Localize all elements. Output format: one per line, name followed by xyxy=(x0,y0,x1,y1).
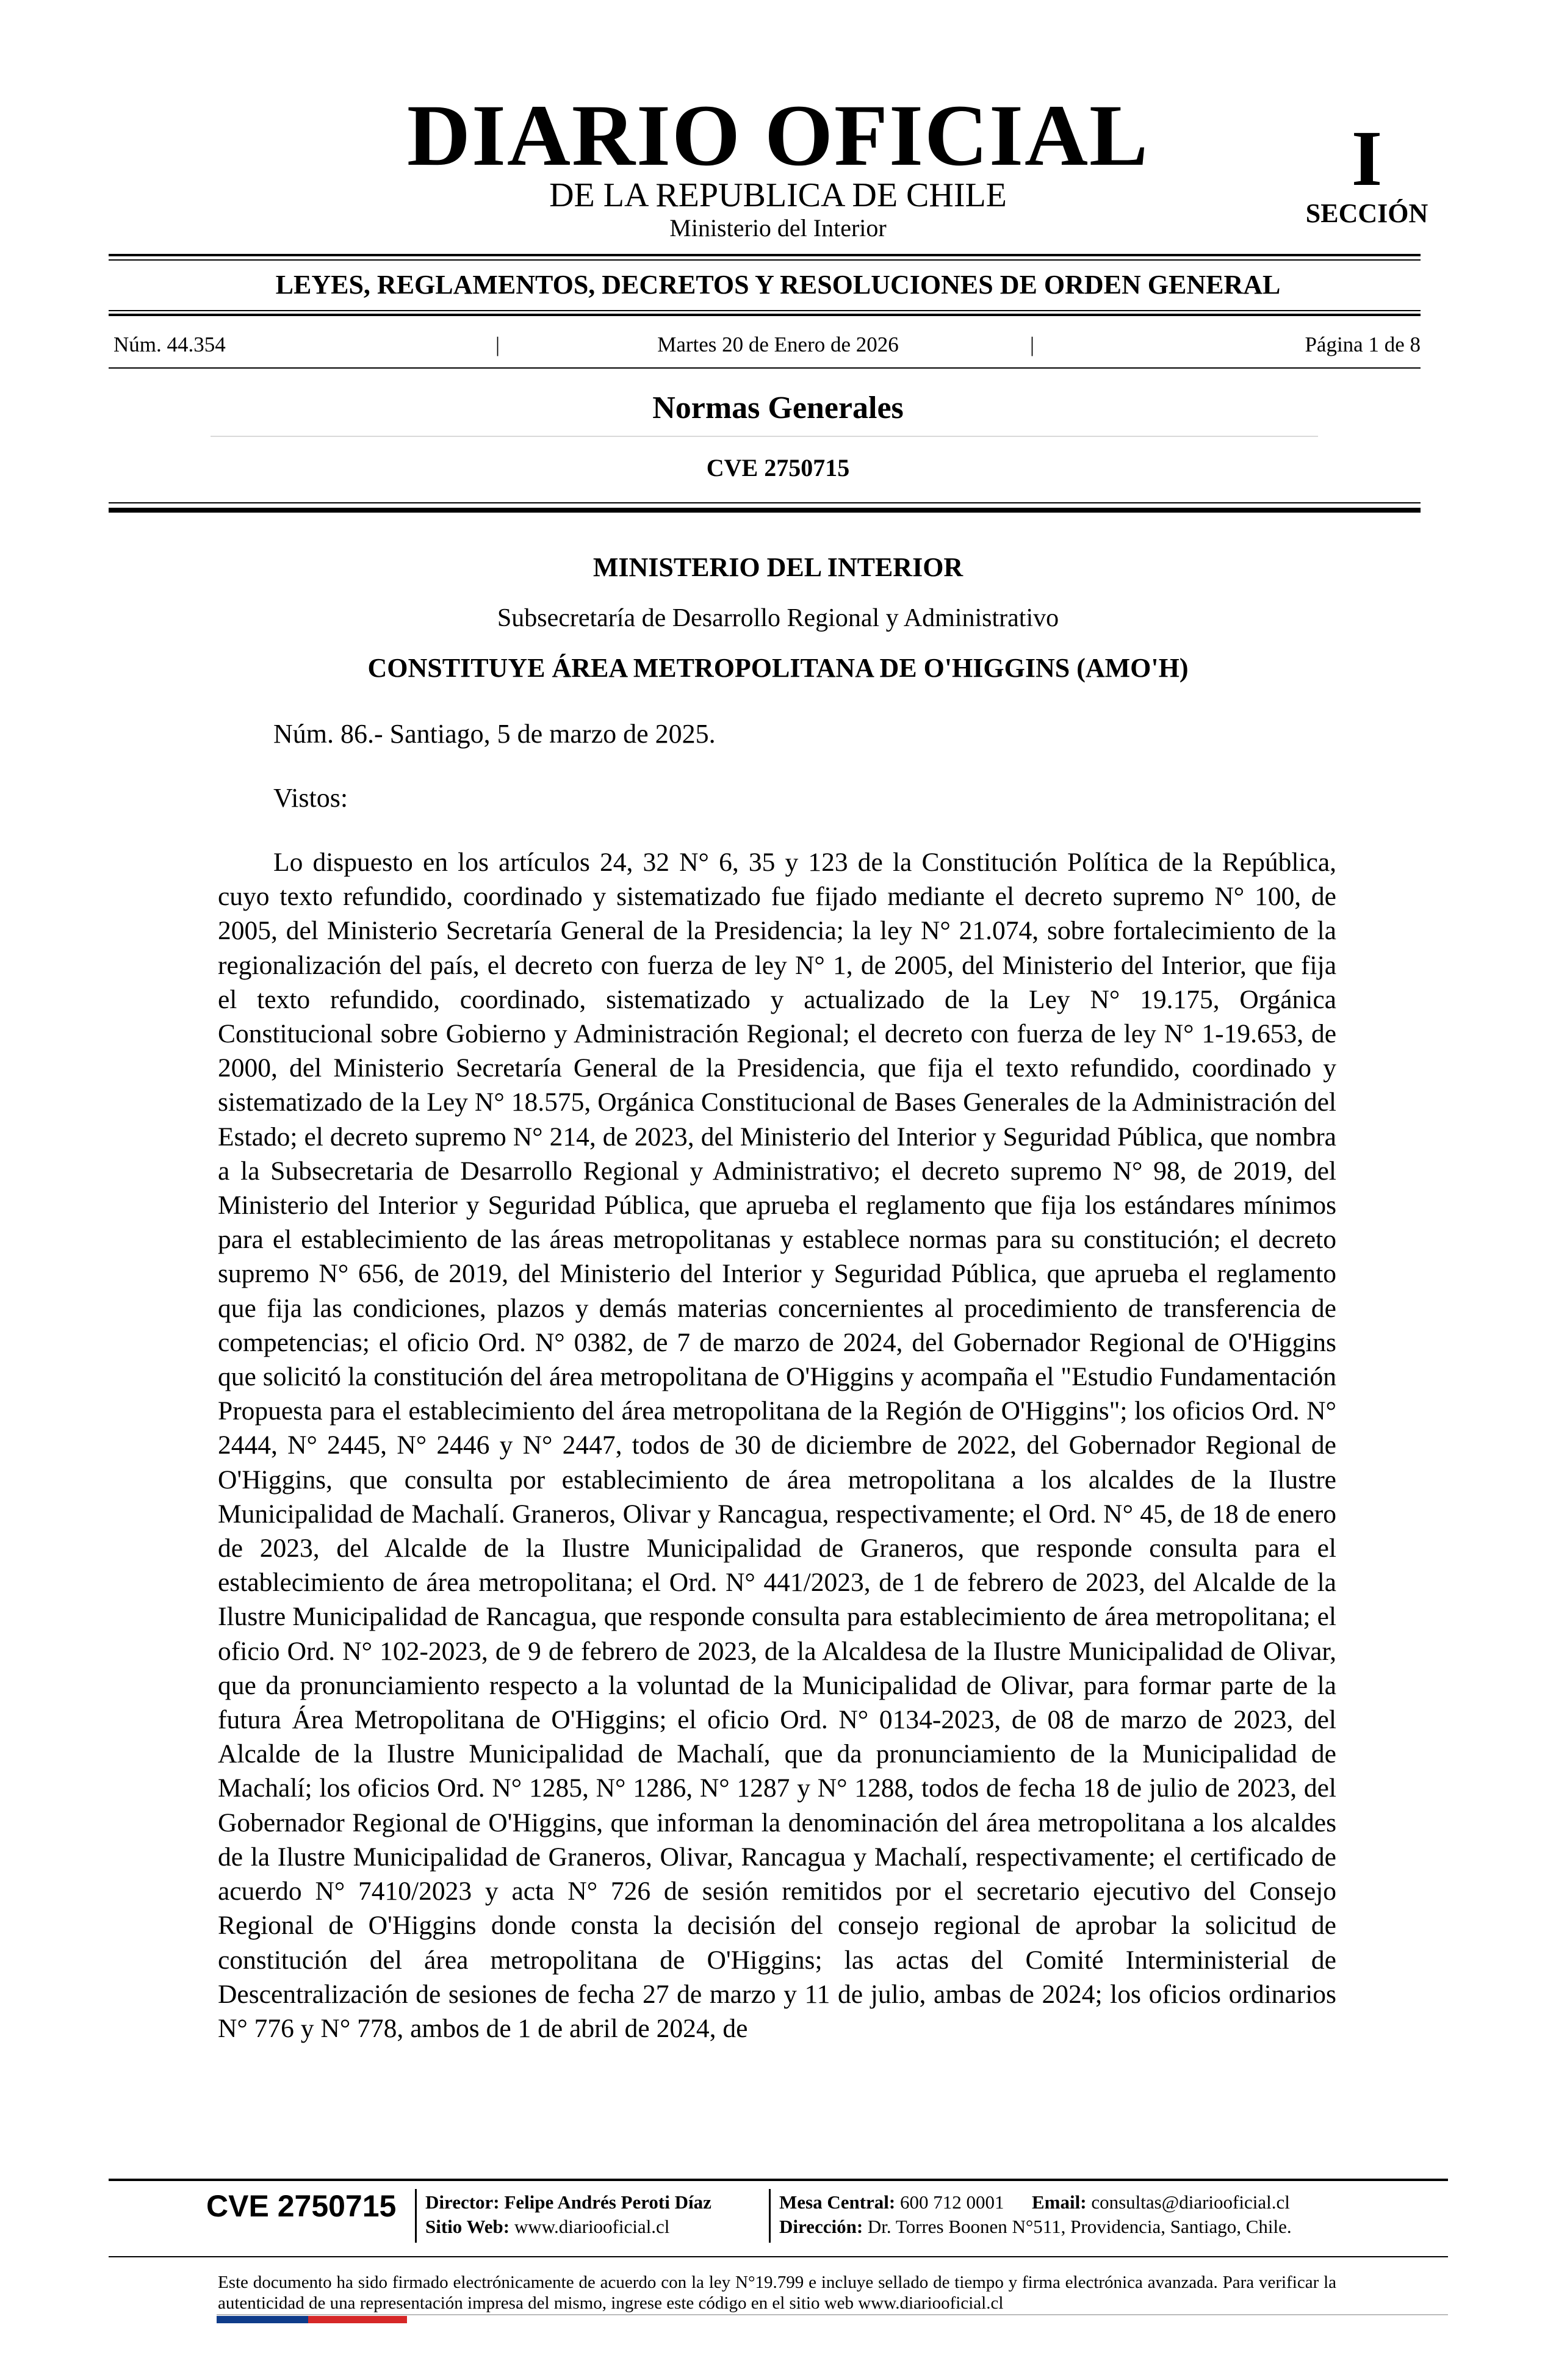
cve-code: CVE 2750715 xyxy=(706,454,850,481)
masthead-rule-top xyxy=(109,254,1421,256)
issue-number: Núm. 44.354 xyxy=(113,333,226,356)
footer-notice-rule xyxy=(217,2314,1448,2315)
phone-label: Mesa Central: xyxy=(779,2191,896,2213)
decree-title: CONSTITUYE ÁREA METROPOLITANA DE O'HIGGINS (AMO'H) xyxy=(367,653,1189,683)
section-label: SECCIÓN xyxy=(1305,198,1428,228)
director-name: Felipe Andrés Peroti Díaz xyxy=(504,2191,711,2213)
section-heading-rule xyxy=(211,436,1318,437)
masthead-title: DIARIO OFICIAL xyxy=(406,87,1150,184)
address-text: Dr. Torres Boonen N°511, Providencia, Santiago, Chile. xyxy=(867,2216,1292,2237)
address-label: Dirección: xyxy=(779,2216,863,2237)
footer-website xyxy=(425,2215,669,2238)
footer-rule-top xyxy=(109,2179,1448,2181)
masthead-ministry: Ministerio del Interior xyxy=(669,214,887,242)
meta-separator: | xyxy=(1030,333,1035,356)
phone-number: 600 712 0001 xyxy=(900,2191,1004,2213)
decree-number: Núm. 86.- Santiago, 5 de marzo de 2025. xyxy=(273,719,716,749)
email-link[interactable]: consultas@diariooficial.cl xyxy=(1091,2191,1290,2213)
subsecretary-heading: Subsecretaría de Desarrollo Regional y Administrativo xyxy=(497,604,1059,632)
meta-rule xyxy=(109,367,1421,369)
category-rule-top xyxy=(109,310,1421,311)
cve-rule-bottom xyxy=(109,508,1421,513)
footer-address xyxy=(779,2215,1292,2238)
director-label: Director: xyxy=(425,2191,500,2213)
category-rule-bottom xyxy=(109,314,1421,316)
meta-separator: | xyxy=(495,333,500,356)
footer-divider xyxy=(769,2189,771,2243)
footer-rule-bottom xyxy=(109,2256,1448,2257)
footer-divider xyxy=(415,2189,417,2243)
ministry-heading: MINISTERIO DEL INTERIOR xyxy=(593,552,963,582)
masthead-rule-bottom xyxy=(109,259,1421,261)
email-label: Email: xyxy=(1032,2191,1087,2213)
page-indicator: Página 1 de 8 xyxy=(1305,333,1421,356)
website-label: Sitio Web: xyxy=(425,2216,510,2237)
flag-bar xyxy=(217,2316,407,2323)
website-link[interactable]: www.diariooficial.cl xyxy=(514,2216,670,2237)
footer-director xyxy=(425,2191,711,2214)
body-paragraph: Lo dispuesto en los artículos 24, 32 N° 6, 35 y 123 de la Constitución Política de la República, cuyo texto refundido, coordinado y sistematizado fue fijado mediante el decreto supremo N° 100, de 2005, del Ministerio Secretaría General de la Presidencia; la ley N° 21.074, sobre fortalecimiento de la regionalización del país, el decreto con fuerza de ley N° 1, de 2005, del Ministerio del Interior, que fija el texto refundido, coordinado, sistematizado y actualizado de la Ley N° 19.175, Orgánica Constitucional sobre Gobierno y Administración Regional; el decreto con fuerza de ley N° 1-19.653, de 2000, del Ministerio Secretaría General de la Presidencia, que fija el texto refundido, coordinado y sistematizado de la Ley N° 18.575, Orgánica Constitucional de Bases Generales de la Administración del Estado; el decreto supremo N° 214, de 2023, del Ministerio del Interior y Seguridad Pública, que nombra a la Subsecretaria de Desarrollo Regional y Administrativo; el decreto supremo N° 98, de 2019, del Ministerio del Interior y Seguridad Pública, que aprueba el reglamento que fija los estándares mínimos para el establecimiento de las áreas metropolitanas y establece normas para su constitución; el decreto supremo N° 656, de 2019, del Ministerio del Interior y Seguridad Pública, que aprueba el reglamento que fija las condiciones, plazos y demás materias concernientes al procedimiento de transferencia de competencias; el oficio Ord. N° 0382, de 7 de marzo de 2024, del Gobernador Regional de O'Higgins que solicitó la constitución del área metropolitana de O'Higgins y acompaña el "Estudio Fundamentación Propuesta para el establecimiento del área metropolitana de la Región de O'Higgins"; los oficios Ord. N° 2444, N° 2445, N° 2446 y N° 2447, todos de 30 de diciembre de 2022, del Gobernador Regional de O'Higgins, que consulta por establecimiento de área metropolitana a los alcaldes de la Ilustre Municipalidad de Machalí. Graneros, Olivar y Rancagua, respectivamente; el Ord. N° 45, de 18 de enero de 2023, del Alcalde de la Ilustre Municipalidad de Graneros, que responde consulta para el establecimiento de área metropolitana; el Ord. N° 441/2023, de 1 de febrero de 2023, del Alcalde de la Ilustre Municipalidad de Rancagua, que responde consulta para establecimiento de área metropolitana; el oficio Ord. N° 102-2023, de 9 de febrero de 2023, de la Alcaldesa de la Ilustre Municipalidad de Olivar, que da pronunciamiento respecto a la voluntad de la Municipalidad de Olivar, para formar parte de la futura Área Metropolitana de O'Higgins; el oficio Ord. N° 0134-2023, de 08 de marzo de 2023, del Alcalde de la Ilustre Municipalidad de Machalí, que da pronunciamiento de la Municipalidad de Machalí; los oficios Ord. N° 1285, N° 1286, N° 1287 y N° 1288, todos de fecha 18 de julio de 2023, del Gobernador Regional de O'Higgins, que informan la denominación del área metropolitana a los alcaldes de la Ilustre Municipalidad de Graneros, Olivar, Rancagua y Machalí, respectivamente; el certificado de acuerdo N° 7410/2023 y acta N° 726 de sesión remitidos por el secretario ejecutivo del Consejo Regional de O'Higgins donde consta la decisión del consejo regional de aprobar la solicitud de constitución del área metropolitana de O'Higgins; las actas del Comité Interministerial de Descentralización de sesiones de fecha 27 de marzo y 11 de julio, ambas de 2024; los oficios ordinarios N° 776 y N° 778, ambos de 1 de abril de 2024, de xyxy=(218,848,1336,2043)
vistos-label: Vistos: xyxy=(273,783,348,813)
footer-notice: Este documento ha sido firmado electrónicamente de acuerdo con la ley N°19.799 e incluye sellado de tiempo y firma electrónica avanzada. Para verificar la autenticidad de una representación impresa del mismo, ingrese este código en el sitio web www.diariooficial.cl xyxy=(218,2273,1336,2313)
issue-date: Martes 20 de Enero de 2026 xyxy=(657,333,899,356)
footer-contact xyxy=(779,2191,1290,2214)
category-heading: LEYES, REGLAMENTOS, DECRETOS Y RESOLUCIONES DE ORDEN GENERAL xyxy=(275,270,1281,300)
cve-rule-top xyxy=(109,502,1421,503)
section-number: I xyxy=(1351,115,1383,203)
section-heading: Normas Generales xyxy=(652,391,904,425)
footer-cve-code: CVE 2750715 xyxy=(206,2189,397,2223)
masthead-subtitle: DE LA REPUBLICA DE CHILE xyxy=(549,176,1007,214)
